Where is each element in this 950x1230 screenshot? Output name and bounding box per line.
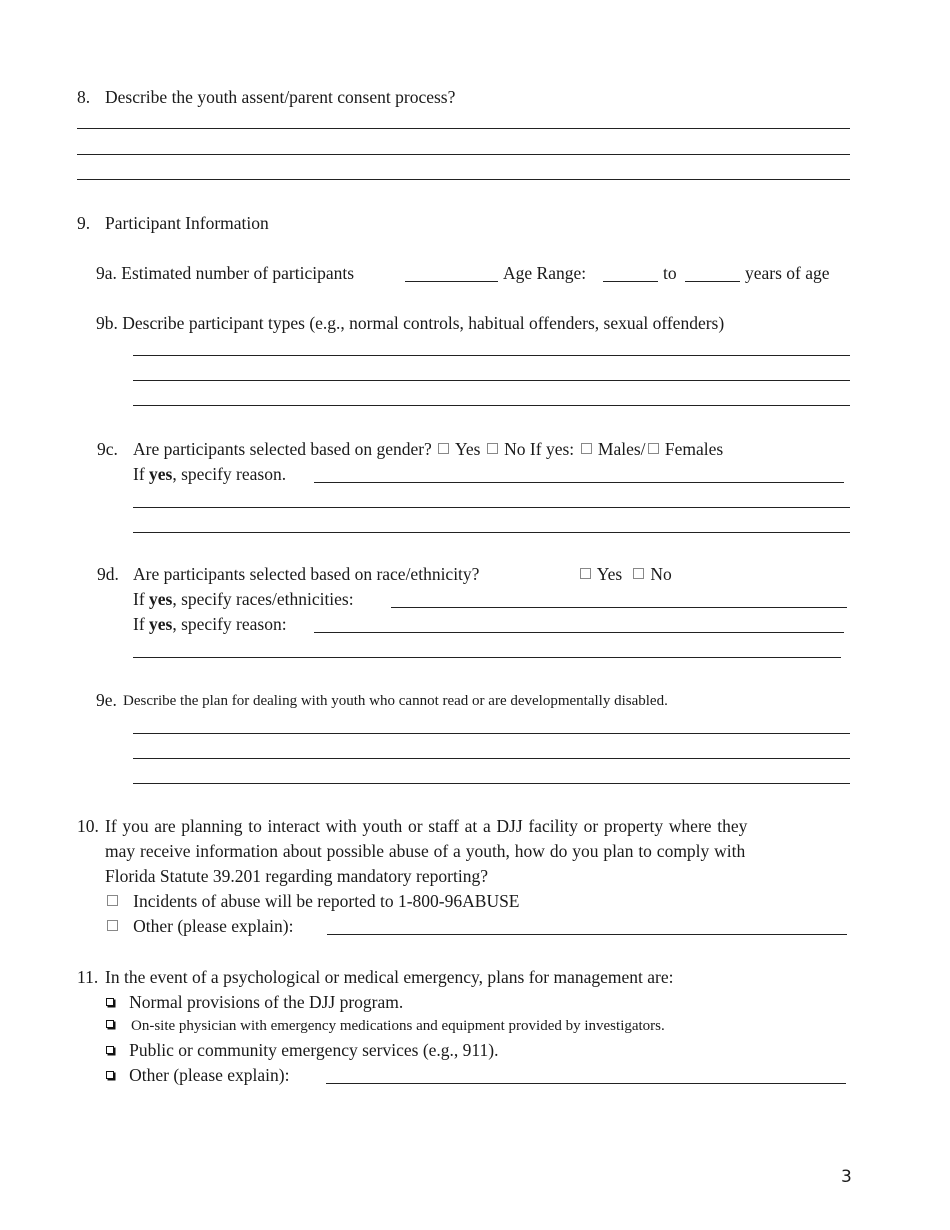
- q9b-answer-line-3[interactable]: [133, 405, 850, 406]
- q9d-no-checkbox[interactable]: [633, 568, 644, 579]
- q9e-text: Describe the plan for dealing with youth who cannot read or are developmentally disabled.: [123, 693, 668, 709]
- q9d-races-field[interactable]: [391, 607, 847, 608]
- q11-option-2: [106, 1016, 665, 1036]
- q8-answer-line-3[interactable]: [77, 179, 850, 180]
- q10-option-2-checkbox[interactable]: [107, 920, 118, 931]
- q9c-females-label: Females: [664, 439, 724, 459]
- q9d-yes-bold-2: yes: [149, 614, 173, 634]
- q9c-reason-field[interactable]: [314, 482, 844, 483]
- q9a-age-max-field[interactable]: [685, 281, 740, 282]
- q11-other-field[interactable]: [326, 1083, 846, 1084]
- q11-number: 11.: [77, 967, 99, 987]
- q10-option-2: [105, 916, 293, 936]
- q11-option-1-checkbox[interactable]: [106, 998, 114, 1006]
- q9d-reason-field[interactable]: [314, 632, 844, 633]
- q9a-to-label: to: [663, 263, 677, 283]
- q11-option-4: [106, 1065, 289, 1085]
- q8-answer-line-2[interactable]: [77, 154, 850, 155]
- q9a-years-label: years of age: [745, 263, 830, 283]
- q11-option-3-label: Public or community emergency services (e.g., 911).: [129, 1040, 499, 1060]
- q11-option-2-checkbox[interactable]: [106, 1020, 114, 1028]
- q9d-if-2: If: [133, 614, 145, 634]
- q9-number: 9.: [77, 213, 91, 233]
- q9c-females-checkbox[interactable]: [648, 443, 659, 454]
- page-number: 3: [841, 1167, 852, 1187]
- q9e-answer-line-1[interactable]: [133, 733, 850, 734]
- q9c-yes-bold: yes: [149, 464, 173, 484]
- q10-number: 10.: [77, 816, 99, 836]
- q9a-label: 9a. Estimated number of participants: [96, 263, 355, 283]
- q8-number: 8.: [77, 87, 91, 107]
- q10-option-2-label: Other (please explain):: [133, 916, 294, 936]
- q10-option-1-label: Incidents of abuse will be reported to 1-800-96ABUSE: [133, 891, 520, 911]
- q9d-no-label: No: [650, 564, 672, 584]
- q9e-answer-line-3[interactable]: [133, 783, 850, 784]
- q9d-answer-line[interactable]: [133, 657, 841, 658]
- q11-option-1: [106, 992, 403, 1012]
- q8-answer-line-1[interactable]: [77, 128, 850, 129]
- q9c-question-row: [133, 439, 723, 459]
- q9b-answer-line-1[interactable]: [133, 355, 850, 356]
- q10-line-1: If you are planning to interact with youth or staff at a DJJ facility or property where they: [105, 816, 748, 836]
- q9a-participants-field[interactable]: [405, 281, 498, 282]
- q9a-age-min-field[interactable]: [603, 281, 658, 282]
- q9d-options: [578, 564, 672, 584]
- q9d-specify-reason: , specify reason:: [172, 614, 287, 634]
- q9c-question: Are participants selected based on gender?: [133, 439, 432, 459]
- q9-title: Participant Information: [105, 213, 269, 233]
- q9c-yes-checkbox[interactable]: [438, 443, 449, 454]
- q9c-no-checkbox[interactable]: [487, 443, 498, 454]
- q9c-specify: , specify reason.: [172, 464, 287, 484]
- q11-option-3: [106, 1040, 498, 1060]
- q11-text: In the event of a psychological or medical emergency, plans for management are:: [105, 967, 674, 987]
- q9b-answer-line-2[interactable]: [133, 380, 850, 381]
- q11-option-2-label: On-site physician with emergency medications and equipment provided by investigators.: [131, 1018, 665, 1034]
- q9c-males-label: Males/: [597, 439, 646, 459]
- q10-line-2: may receive information about possible abuse of a youth, how do you plan to comply with: [105, 841, 746, 861]
- q9c-males-checkbox[interactable]: [581, 443, 592, 454]
- q9d-specify-races: , specify races/ethnicities:: [172, 589, 354, 609]
- q11-option-3-checkbox[interactable]: [106, 1046, 114, 1054]
- q9d-yes-checkbox[interactable]: [580, 568, 591, 579]
- q9e-answer-line-2[interactable]: [133, 758, 850, 759]
- q9c-answer-line-1[interactable]: [133, 507, 850, 508]
- q9d-number: 9d.: [97, 564, 119, 584]
- q9d-yes-label: Yes: [596, 564, 623, 584]
- q9c-number: 9c.: [97, 439, 118, 459]
- q11-option-4-checkbox[interactable]: [106, 1071, 114, 1079]
- q9e-number: 9e.: [96, 690, 117, 710]
- q9c-yes-label: Yes: [454, 439, 481, 459]
- q10-other-field[interactable]: [327, 934, 847, 935]
- q11-option-4-label: Other (please explain):: [129, 1065, 290, 1085]
- q10-line-3: Florida Statute 39.201 regarding mandatory reporting?: [105, 866, 488, 886]
- q9d-reason-label: [133, 614, 287, 634]
- q9c-no-label: No If yes:: [504, 439, 575, 459]
- q9d-question: Are participants selected based on race/ethnicity?: [133, 564, 480, 584]
- q9d-if-1: If: [133, 589, 145, 609]
- q11-option-1-label: Normal provisions of the DJJ program.: [129, 992, 404, 1012]
- q10-option-1: [105, 891, 520, 911]
- q9c-answer-line-2[interactable]: [133, 532, 850, 533]
- q9a-age-range-label: Age Range:: [503, 263, 587, 283]
- q9d-races-label: [133, 589, 354, 609]
- q8-text: Describe the youth assent/parent consent process?: [105, 87, 456, 107]
- q9c-if: If: [133, 464, 145, 484]
- q10-option-1-checkbox[interactable]: [107, 895, 118, 906]
- q9b-label: 9b. Describe participant types (e.g., normal controls, habitual offenders, sexual offenders): [96, 313, 725, 333]
- q9d-yes-bold-1: yes: [149, 589, 173, 609]
- q9c-reason-label: [133, 464, 286, 484]
